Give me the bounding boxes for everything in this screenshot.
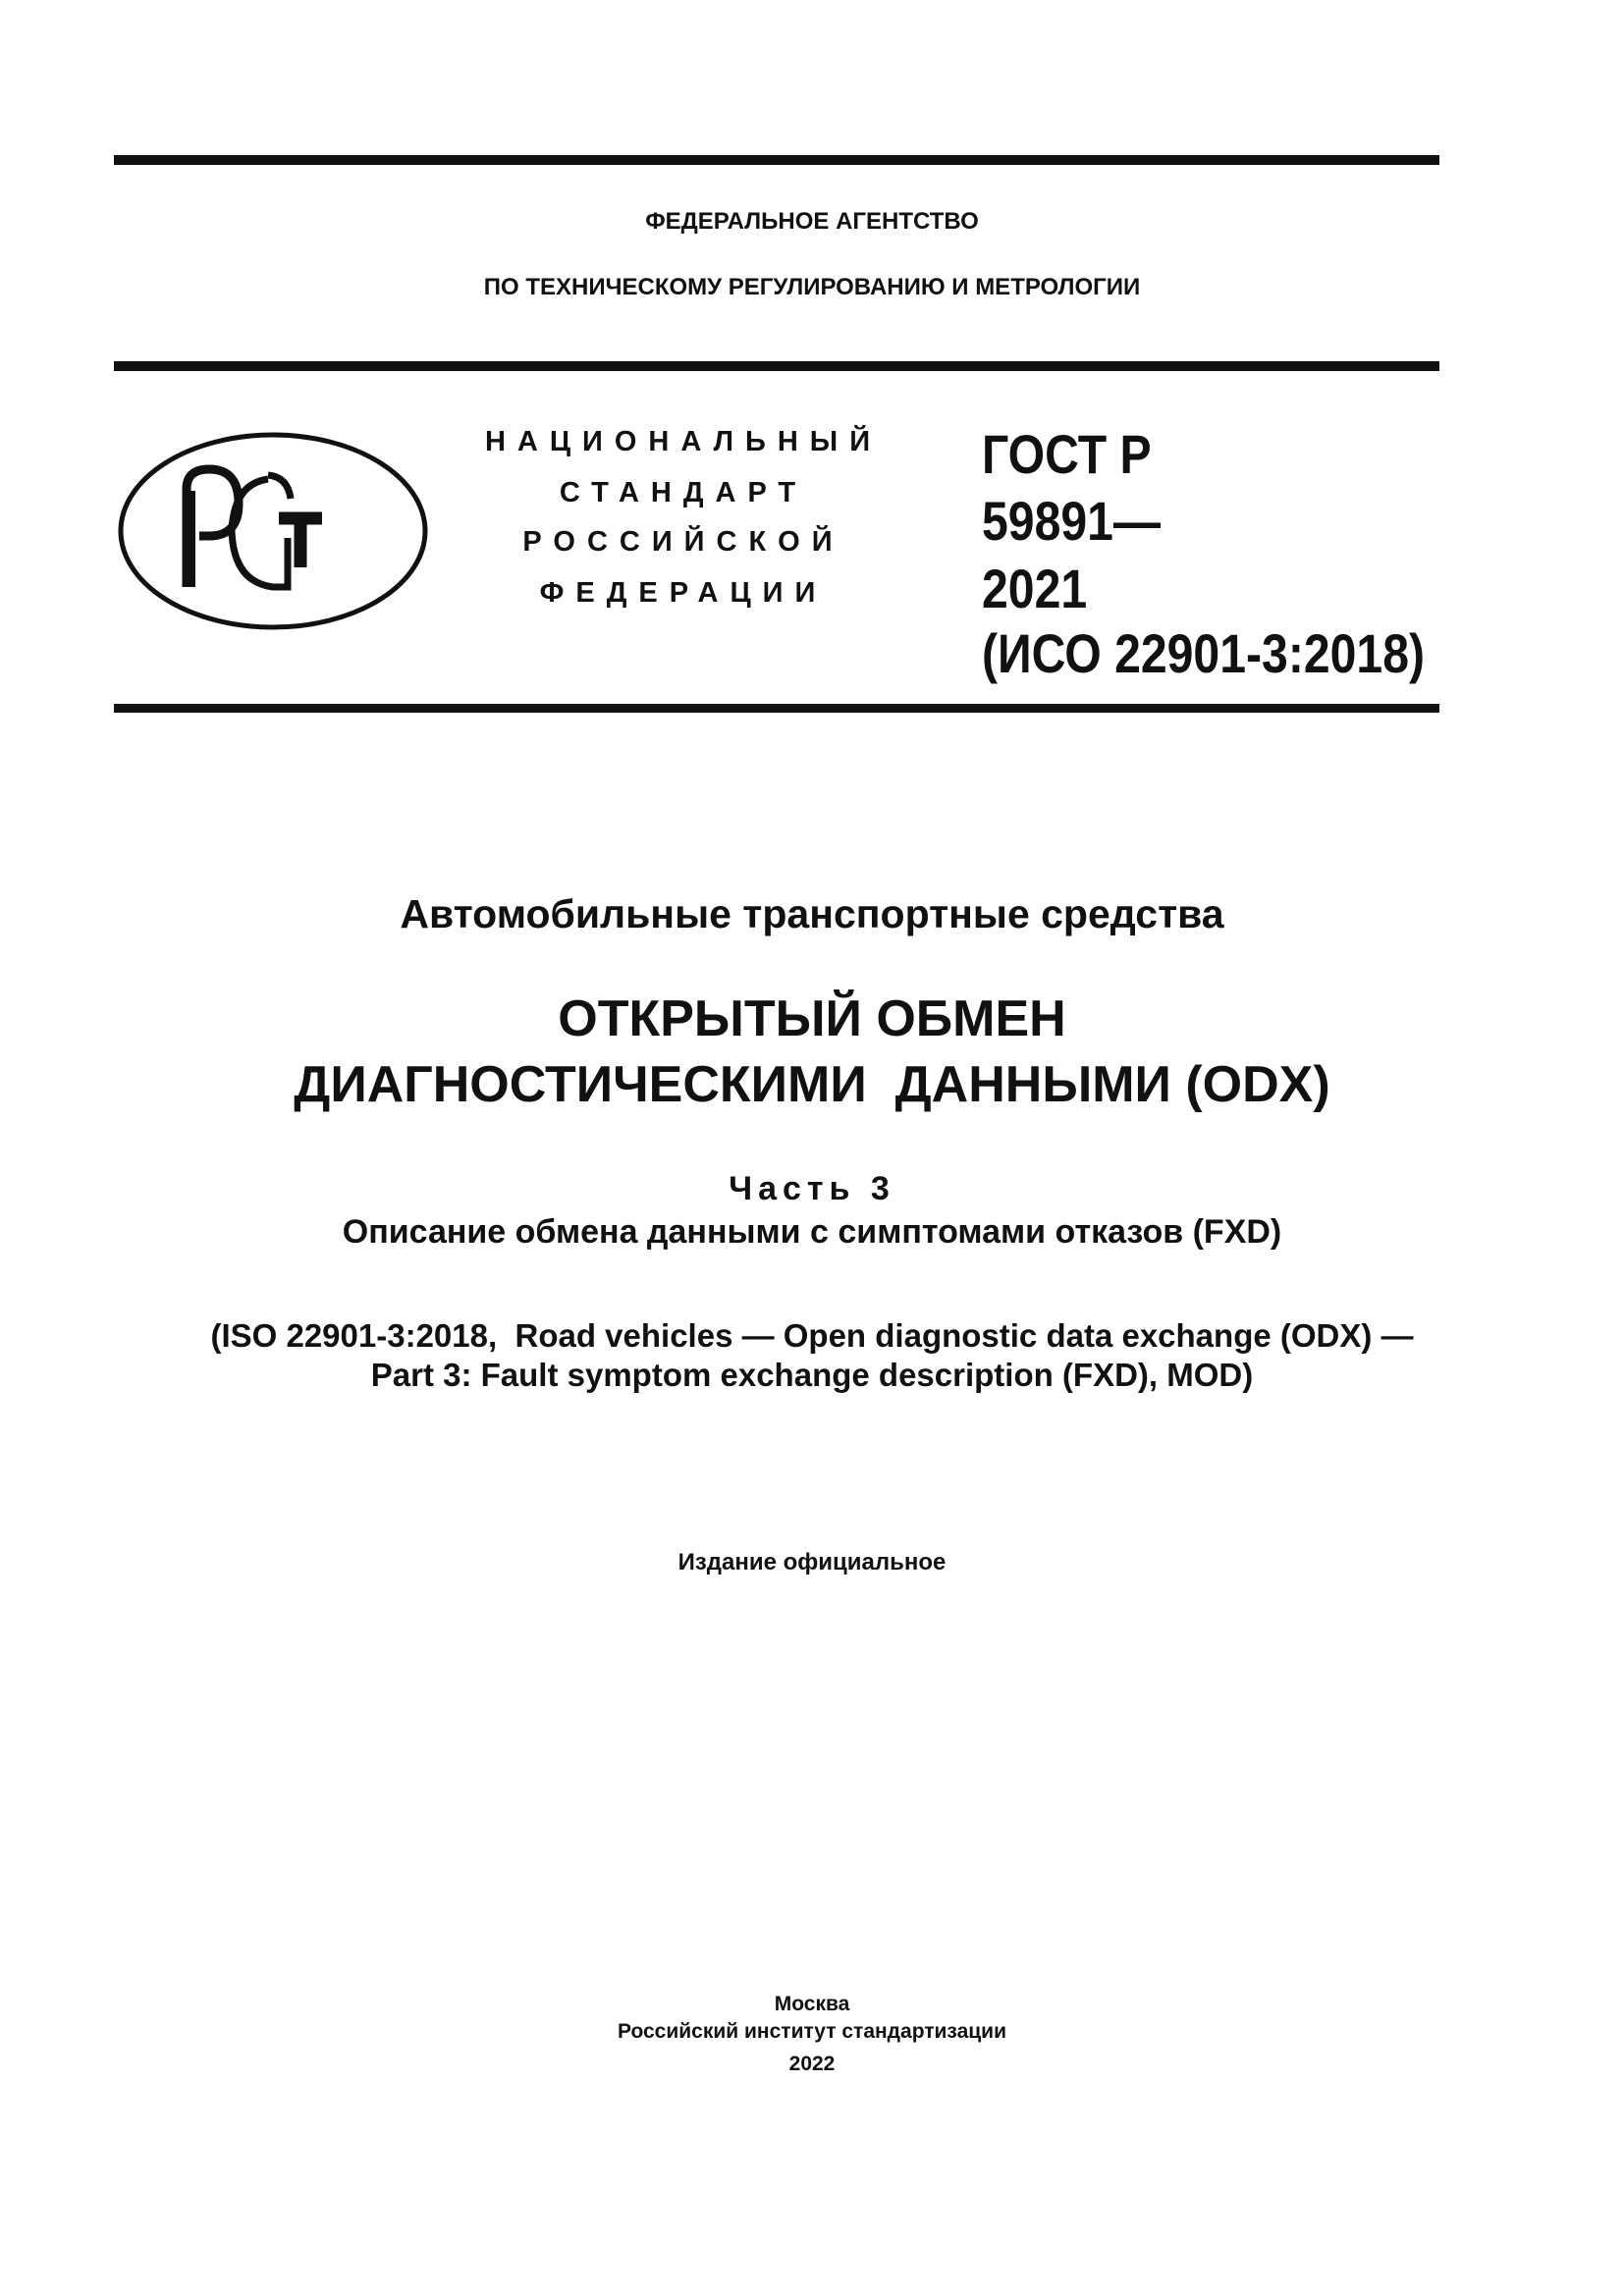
bottom-rule (114, 704, 1439, 713)
part-title: Описание обмена данными с симптомами отказов (FXD) (342, 1213, 1282, 1251)
gost-line-2: 59891— (982, 490, 1162, 552)
group-title: Автомобильные транспортные средства (400, 891, 1224, 936)
rst-logo-icon (116, 430, 430, 632)
edition-label: Издание официальное (677, 1549, 947, 1575)
national-line-1: НАЦИОНАЛЬНЫЙ (484, 426, 883, 457)
imprint-year: 2022 (788, 2053, 836, 2075)
main-title-line-1: ОТКРЫТЫЙ ОБМЕН (558, 990, 1066, 1047)
part-number: Часть 3 (729, 1170, 895, 1207)
iso-reference-line-1: (ISO 22901-3:2018, Road vehicles — Open diagnostic data exchange (ODX) — (210, 1317, 1414, 1354)
gost-line-1: ГОСТ Р (982, 423, 1152, 485)
national-line-4: ФЕДЕРАЦИИ (539, 577, 828, 609)
national-line-2: СТАНДАРТ (559, 477, 808, 508)
iso-reference-line-2: Part 3: Fault symptom exchange description (FXD), MOD) (370, 1357, 1254, 1393)
national-line-3: РОССИЙСКОЙ (522, 526, 844, 558)
gost-line-3: 2021 (982, 558, 1088, 619)
agency-line-2: ПО ТЕХНИЧЕСКОМУ РЕГУЛИРОВАНИЮ И МЕТРОЛОГИИ (483, 274, 1141, 300)
header-rule (114, 361, 1439, 371)
gost-line-4: (ИСО 22901-3:2018) (982, 622, 1426, 684)
main-title-line-2: ДИАГНОСТИЧЕСКИМИ ДАННЫМИ (ODX) (294, 1056, 1330, 1113)
agency-line-1: ФЕДЕРАЛЬНОЕ АГЕНТСТВО (645, 208, 979, 235)
imprint-publisher: Российский институт стандартизации (617, 2020, 1007, 2043)
imprint-city: Москва (774, 1993, 850, 2015)
top-rule (114, 155, 1439, 165)
